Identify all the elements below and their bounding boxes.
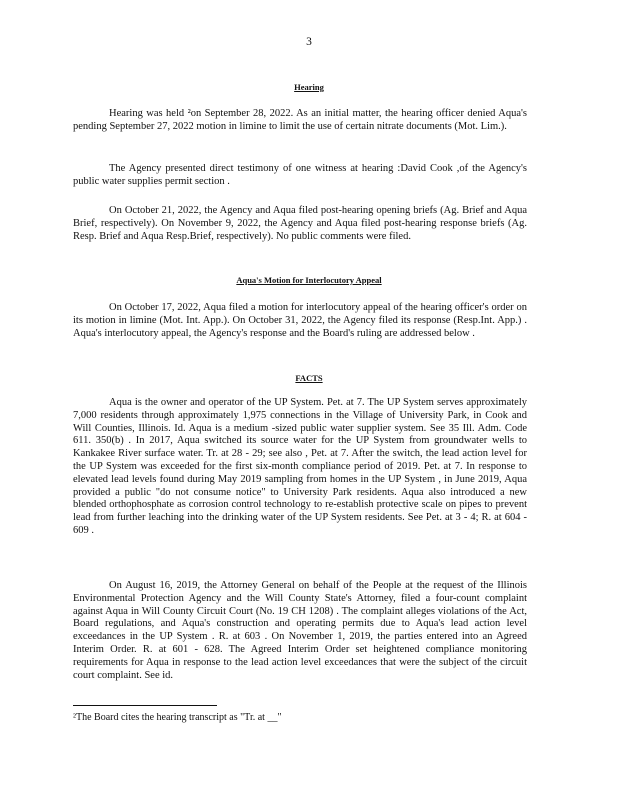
paragraph-complaint: On August 16, 2019, the Attorney General on behalf of the People at the request of the Illinois Environmental Protection Agency and the Will County State's Attorney, filed a four-count complaint against Aqua in Will County Circuit Court (No. 19 CH 1208) . The complaint alleges violations of the Act, Board regulations, and Aqua's construction and operating permits due to Aqua's lead action level exceedances in the UP System . R. at 603 . On November 1, 2019, the parties entered into an Agreed Interim Order. R. at 601 - 628. The Agreed Interim Order set heightened compliance monitoring requirements for Aqua in response to the lead action level exceedances that were the subject of the circuit court complaint. See id. <box>73 580 527 681</box>
paragraph-hearing-held: Hearing was held ²on September 28, 2022. As an initial matter, the hearing officer denied Aqua's pending September 27, 2022 motion in limine to limit the use of certain nitrate documents (Mot. Lim.). <box>73 108 527 132</box>
footnote: ²The Board cites the hearing transcript as "Tr. at __" <box>73 712 282 723</box>
footnote-separator <box>73 705 217 706</box>
heading-facts-text: FACTS <box>295 373 323 383</box>
paragraph-agency-testimony: The Agency presented direct testimony of one witness at hearing :David Cook ,of the Agency's public water supplies permit section . <box>73 163 527 187</box>
page-number: 3 <box>306 36 312 48</box>
paragraph-up-system: Aqua is the owner and operator of the UP System. Pet. at 7. The UP System serves approximately 7,000 residents through approximately 1,975 connections in the Village of University Park, in Cook and Will Counties, Illinois. Id. Aqua is a medium -sized public water supplier system. See 35 Ill. Adm. Code 611. 350(b) . In 2017, Aqua switched its source water for the UP System from groundwater wells to Kankakee River surface water. Tr. at 28 - 29; see also , Pet. at 7. After the switch, the lead action level for the UP System was exceeded for the first six-month compliance period of 2019. Pet. at 7. In response to elevated lead levels found during May 2019 sampling from homes in the UP System , in June 2019, Aqua provided a public "do not consume notice" to University Park residents. Aqua also introduced a new blended orthophosphate as corrosion control technology to re-establish protective scale on pipes to prevent lead from further leaching into the drinking water of the UP System residents. See Pet. at 3 - 4; R. at 604 - 609 . <box>73 397 527 536</box>
paragraph-interlocutory-appeal: On October 17, 2022, Aqua filed a motion for interlocutory appeal of the hearing officer's order on its motion in limine (Mot. Int. App.). On October 31, 2022, the Agency filed its response (Resp.Int. App.) . Aqua's interlocutory appeal, the Agency's response and the Board's ruling are addressed below . <box>73 302 527 339</box>
heading-motion <box>0 275 618 285</box>
heading-motion-text: Aqua's Motion for Interlocutory Appeal <box>236 275 382 285</box>
heading-hearing-text: Hearing <box>294 82 324 92</box>
heading-facts <box>0 373 618 383</box>
heading-hearing <box>0 82 618 92</box>
paragraph-briefs: On October 21, 2022, the Agency and Aqua filed post-hearing opening briefs (Ag. Brief and Aqua Brief, respectively). On November 9, 2022, the Agency and Aqua filed post-hearing response briefs (Ag. Resp. Brief and Aqua Resp.Brief, respectively). No public comments were filed. <box>73 205 527 242</box>
